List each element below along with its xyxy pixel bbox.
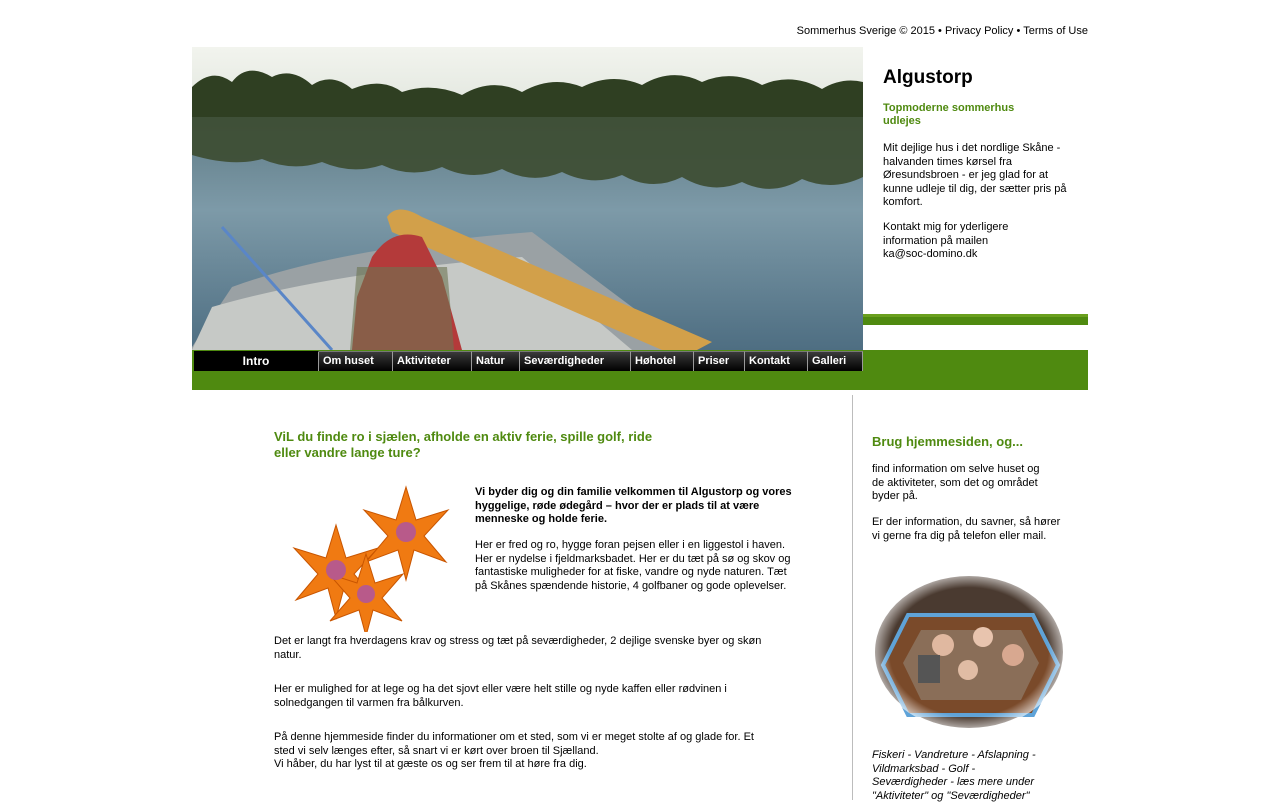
welcome-bold-text: Vi byder dig og din familie velkommen til Algustorp og vores hyggelige, røde ødegård – hvor der er plads til at være menneske og holde ferie. xyxy=(475,486,792,525)
link-separator: • xyxy=(1016,25,1021,37)
privacy-policy-link[interactable]: Privacy Policy xyxy=(944,25,1014,37)
nav-item-natur[interactable]: Natur xyxy=(472,351,520,371)
sidebar-text-2: Er der information, du savner, så hører vi gerne fra dig på telefon eller mail. xyxy=(872,516,1061,542)
nav-item-intro[interactable]: Intro xyxy=(194,351,319,371)
nav-item-galleri[interactable]: Galleri xyxy=(808,351,863,371)
welcome-text: Her er fred og ro, hygge foran pejsen eller i en liggestol i haven. Her er nydelse i fjeldmarksbadet. Her er du tæt på sø og skov og fantastiske muligheder for at fiske, vandre og nyde naturen. Tæt på Skånes spændende historie, 4 golfbaner og gode oplevelser. xyxy=(475,539,791,592)
orange-flowers-image xyxy=(276,482,456,632)
sidebar-heading: Brug hjemmesiden, og... xyxy=(872,434,1023,449)
nav-item-kontakt[interactable]: Kontakt xyxy=(745,351,808,371)
nav-item-priser[interactable]: Priser xyxy=(694,351,745,371)
hot-tub-image xyxy=(873,575,1065,730)
nav-item-hohotel[interactable]: Høhotel xyxy=(631,351,694,371)
header-intro-text: Mit dejlige hus i det nordlige Skåne - halvanden times kørsel fra Øresundsbroen - er jeg glad for at kunne udleje til dig, der sætter pris på komfort. xyxy=(883,142,1067,208)
hero-lake-boat-image xyxy=(192,47,863,350)
site-title: Algustorp xyxy=(883,67,973,88)
nav-item-om-huset[interactable]: Om huset xyxy=(319,351,393,371)
sidebar-caption: Fiskeri - Vandreture - Afslapning - Vildmarksbad - Golf - Seværdigheder - læs mere under "Aktiviteter" og "Seværdigheder" xyxy=(872,749,1036,802)
nav-item-aktiviteter[interactable]: Aktiviteter xyxy=(393,351,472,371)
header-green-strip xyxy=(863,314,1088,325)
nav-item-svaerdigheder[interactable]: Seværdigheder xyxy=(520,351,631,371)
sidebar-text-1: find information om selve huset og de aktiviteter, som det og området byder på. xyxy=(872,463,1040,502)
main-nav-bar xyxy=(192,350,1088,390)
nav-menu xyxy=(194,351,863,371)
content-paragraph-3-line-1: På denne hjemmeside finder du informationer om et sted, som vi er meget stolte af og glade for. Et sted vi selv længes efter, så snart vi er kørt over broen til Sjælland. xyxy=(274,731,754,757)
content-paragraph-2: Her er mulighed for at lege og ha det sjovt eller være helt stille og nyde kaffen eller rødvinen i solnedgangen til varmen fra bålkurven. xyxy=(274,683,727,709)
top-links-bar xyxy=(192,25,1088,37)
column-divider xyxy=(852,395,853,800)
header-info-panel xyxy=(863,47,1088,314)
main-heading: ViL du finde ro i sjælen, afholde en aktiv ferie, spille golf, ride eller vandre lange ture? xyxy=(274,429,653,460)
header-contact-text: Kontakt mig for yderligere information på mailen ka@soc-domino.dk xyxy=(883,221,1009,260)
terms-of-use-link[interactable]: Terms of Use xyxy=(1023,25,1088,37)
content-paragraph-3 xyxy=(274,731,769,772)
content-paragraph-3-line-2: Vi håber, du har lyst til at gæste os og ser frem til at høre fra dig. xyxy=(274,758,587,770)
tagline: Topmoderne sommerhus udlejes xyxy=(883,102,1015,127)
copyright-text: Sommerhus Sverige © 2015 • xyxy=(796,25,942,37)
content-paragraph-1: Det er langt fra hverdagens krav og stress og tæt på seværdigheder, 2 dejlige svenske byer og skøn natur. xyxy=(274,635,762,661)
